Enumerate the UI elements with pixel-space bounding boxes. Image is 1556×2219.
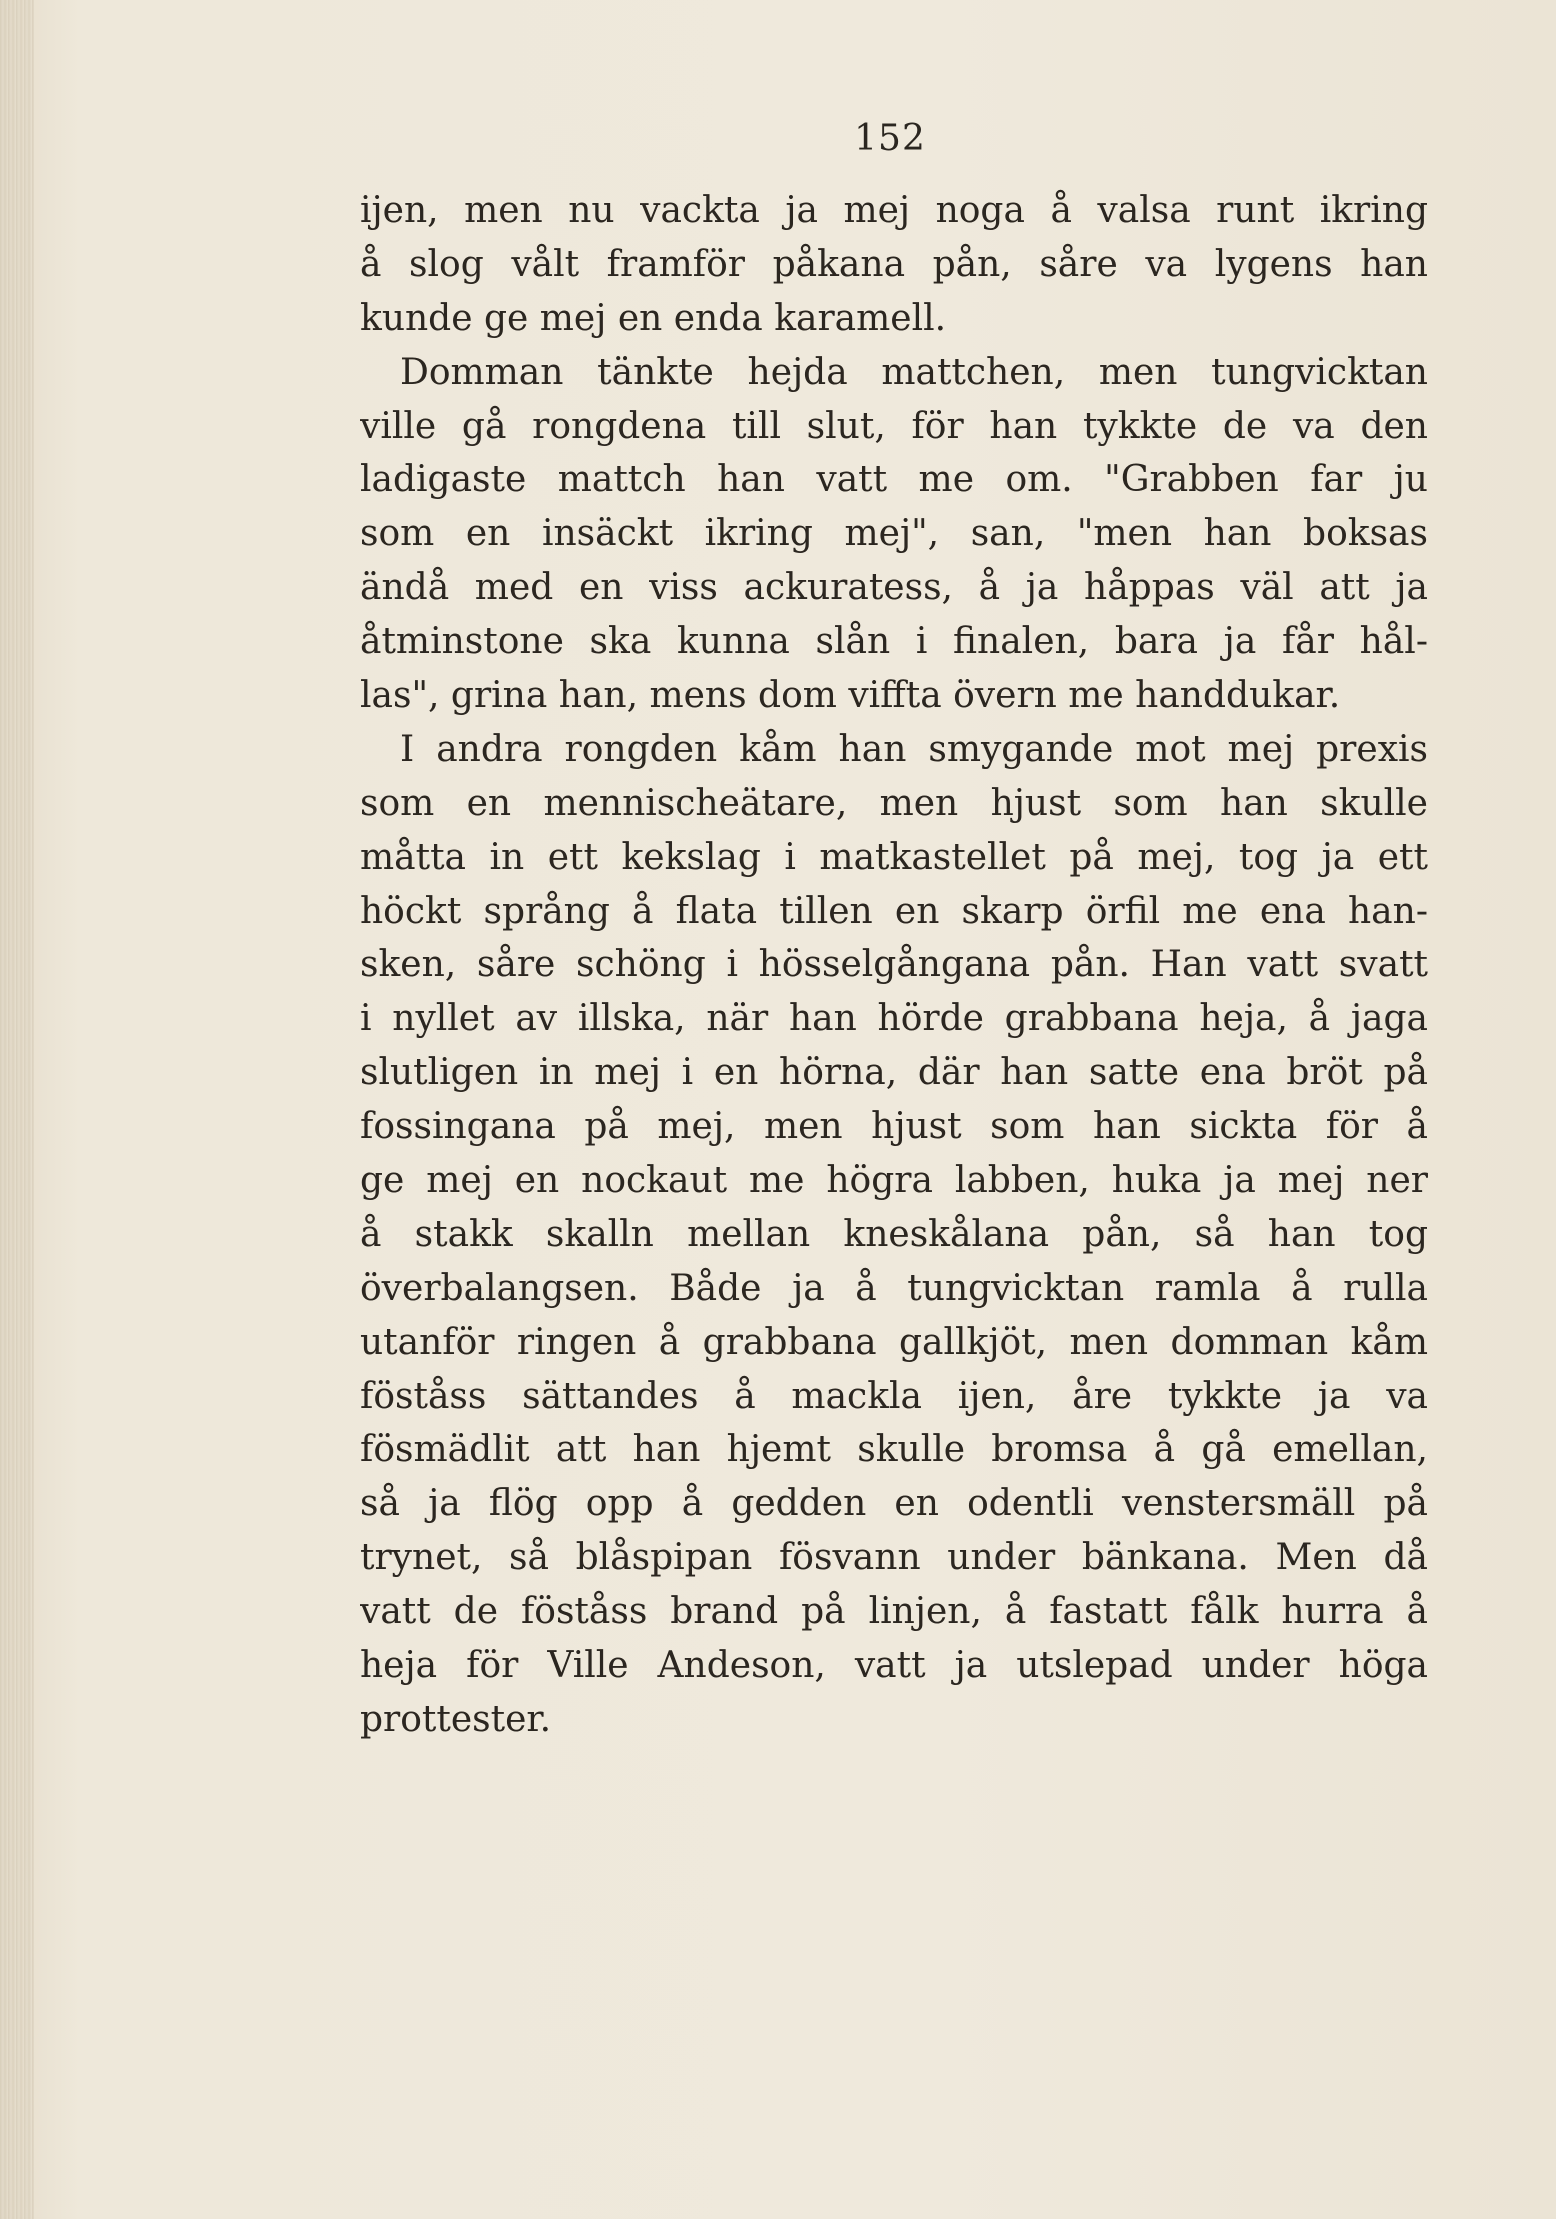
text-line: som en insäckt ikring mej", san, "men han boksas: [360, 513, 1428, 555]
text-line: fossingana på mej, men hjust som han sickta för å: [360, 1106, 1428, 1148]
text-line: prottester.: [360, 1698, 552, 1740]
text-line: sken, såre schöng i hösselgångana pån. Han vatt svatt: [360, 944, 1428, 986]
text-line: ville gå rongdena till slut, för han tykkte de va den: [360, 405, 1428, 447]
text-line: ge mej en nockaut me högra labben, huka ja mej ner: [360, 1160, 1428, 1202]
body-text: [360, 184, 1428, 1747]
text-line: ändå med en viss ackuratess, å ja håppas väl att ja: [360, 567, 1428, 609]
text-line: ladigaste mattch han vatt me om. "Grabben far ju: [360, 459, 1428, 501]
text-line: så ja flög opp å gedden en odentli venstersmäll på: [360, 1483, 1428, 1525]
text-line: kunde ge mej en enda karamell.: [360, 297, 947, 339]
text-line: å slog vålt framför påkana pån, såre va lygens han: [360, 243, 1428, 285]
page-number: 152: [854, 118, 926, 159]
text-line: i nyllet av illska, när han hörde grabbana heja, å jaga: [360, 998, 1428, 1040]
text-line: las", grina han, mens dom viffta övern me handdukar.: [360, 675, 1341, 717]
text-line: I andra rongden kåm han smygande mot mej prexis: [400, 728, 1428, 770]
text-line: heja för Ville Andeson, vatt ja utslepad under höga: [360, 1645, 1428, 1687]
text-line: slutligen in mej i en hörna, där han satte ena bröt på: [360, 1052, 1428, 1094]
text-line: fösmädlit att han hjemt skulle bromsa å gå emellan,: [360, 1429, 1428, 1471]
text-line: utanför ringen å grabbana gallkjöt, men domman kåm: [360, 1321, 1428, 1363]
text-line: föståss sättandes å mackla ijen, åre tykkte ja va: [360, 1375, 1428, 1417]
text-line: ijen, men nu vackta ja mej noga å valsa runt ikring: [360, 190, 1428, 231]
text-line: måtta in ett kekslag i matkastellet på mej, tog ja ett: [360, 836, 1428, 878]
text-line: åtminstone ska kunna slån i finalen, bara ja får hål-: [360, 621, 1428, 663]
page-gutter: [0, 0, 34, 2219]
text-line: som en mennischeätare, men hjust som han skulle: [360, 782, 1428, 824]
text-line: trynet, så blåspipan fösvann under bänkana. Men då: [360, 1537, 1428, 1579]
text-line: Domman tänkte hejda mattchen, men tungvicktan: [400, 351, 1428, 393]
text-line: vatt de föståss brand på linjen, å fastatt fålk hurra å: [360, 1591, 1428, 1633]
text-line: å stakk skalln mellan kneskålana pån, så han tog: [360, 1213, 1428, 1255]
text-line: överbalangsen. Både ja å tungvicktan ramla å rulla: [360, 1267, 1428, 1309]
text-line: höckt språng å flata tillen en skarp örfil me ena han-: [360, 890, 1428, 932]
